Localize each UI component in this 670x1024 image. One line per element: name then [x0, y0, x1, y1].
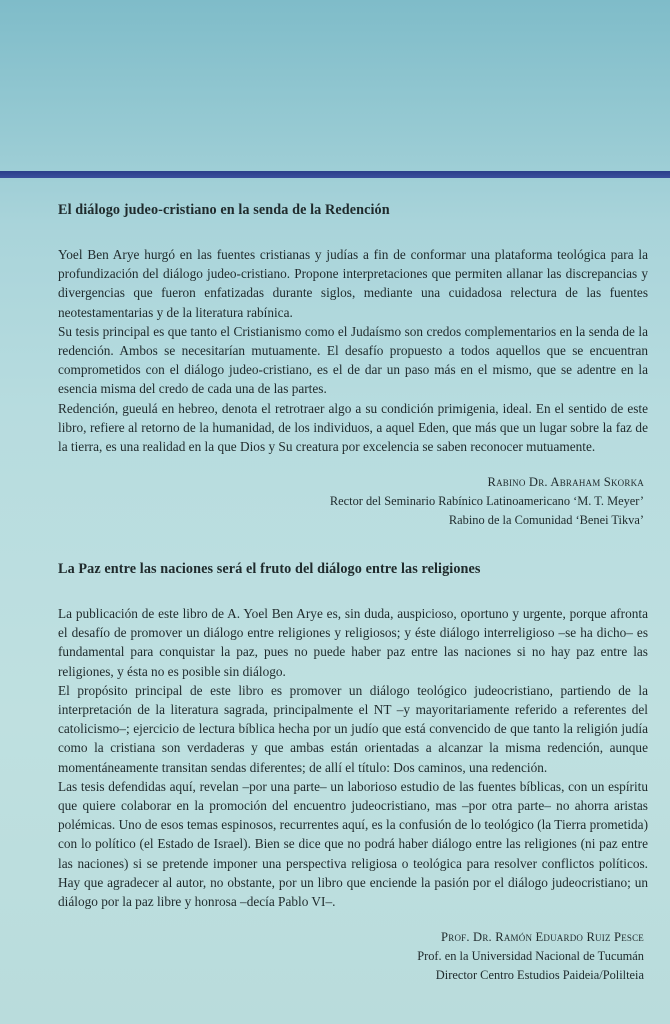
section-1-paragraph: Su tesis principal es que tanto el Cristianismo como el Judaísmo son credos complementarios en la senda de la redención. Ambos se necesitarían mutuamente. El desafío propuesto a todos aquellos que se encuentran comprometidos con el diálogo judeo-cristiano, es el de dar un paso más en el mismo, que se adentre en la esencia misma del credo de cada una de las partes.	[58, 323, 648, 397]
section-1-paragraph: Redención, gueulá en hebreo, denota el retrotraer algo a su condición primigenia, ideal. En el sentido de este libro, refiere al retorno de la humanidad, de los individuos, a aquel Eden, que más que un lugar sobre la faz de la tierra, es una realidad en la que Dios y Su creatura por excelencia se saben reconocer mutuamente.	[58, 400, 648, 455]
section-2-body	[58, 604, 648, 911]
section-1-title: El diálogo judeo-cristiano en la senda de la Redención	[58, 202, 390, 218]
section-2-paragraph: Las tesis defendidas aquí, revelan –por una parte– un laborioso estudio de las fuentes bíblicas, con un espíritu que quiere colaborar en la promoción del encuentro judeocristiano, mas –por otra parte– no ahorra aristas polémicas. Uno de esos temas espinosos, recurrentes aquí, es la confusión de lo teológico (la Tierra prometida) con lo político (el Estado de Israel). Bien se dice que no podrá haber diálogo entre las religiones (ni paz entre las naciones) si se pretende imponer una perspectiva religiosa o teológica para resolver conflictos políticos. Hay que agradecer al autor, no obstante, por un libro que enciende la pasión por el diálogo judeocristiano; un diálogo por la paz libre y honrosa –decía Pablo VI–.	[58, 778, 648, 910]
review-section-2	[58, 561, 648, 985]
section-2-title: La Paz entre las naciones será el fruto del diálogo entre las religiones	[58, 561, 481, 577]
blue-divider-band	[0, 171, 670, 178]
signature-role: Rector del Seminario Rabínico Latinoamericano ‘M. T. Meyer’	[329, 494, 644, 509]
signature-role: Rabino de la Comunidad ‘Benei Tikva’	[448, 513, 644, 528]
section-2-paragraph: La publicación de este libro de A. Yoel Ben Arye es, sin duda, auspicioso, oportuno y urgente, porque afronta el desafío de promover un diálogo entre religiones y religiosos; y éste diálogo interreligioso –se ha dicho– es fundamental para conquistar la paz, pues no puede haber paz entre las naciones si no hay paz entre las religiones, y ésta no es posible sin diálogo.	[58, 606, 648, 679]
signature-role: Director Centro Estudios Paideia/Polilteia	[435, 968, 644, 983]
signature-role: Prof. en la Universidad Nacional de Tucumán	[417, 949, 644, 964]
signature-name: Prof. Dr. Ramón Eduardo Ruiz Pesce	[441, 930, 644, 945]
signature-name: Rabino Dr. Abraham Skorka	[487, 475, 644, 490]
section-2-signature	[58, 928, 648, 985]
section-1-paragraph: Yoel Ben Arye hurgó en las fuentes cristianas y judías a fin de conformar una plataforma teológica para la profundización del diálogo judeo-cristiano. Propone interpretaciones que permiten allanar las discrepancias y divergencias que fueron enfatizadas durante siglos, mediante una cuidadosa relectura de las fuentes neotestamentarias y de la literatura rabínica.	[58, 247, 648, 320]
section-1-body	[58, 245, 648, 456]
section-1-signature	[58, 473, 648, 530]
section-2-paragraph: El propósito principal de este libro es promover un diálogo teológico judeocristiano, partiendo de la interpretación de la literatura sagrada, principalmente el NT –y mayoritariamente referido a referentes del catolicismo–; ejercicio de lectura bíblica hecha por un judío que está convencido de que tanto la religión judía como la cristiana son verdaderas y que ambas están orientadas a alcanzar la misma redención, aunque momentáneamente transitan sendas diferentes; de allí el título: Dos caminos, una redención.	[58, 682, 648, 775]
review-section-1	[58, 202, 648, 530]
